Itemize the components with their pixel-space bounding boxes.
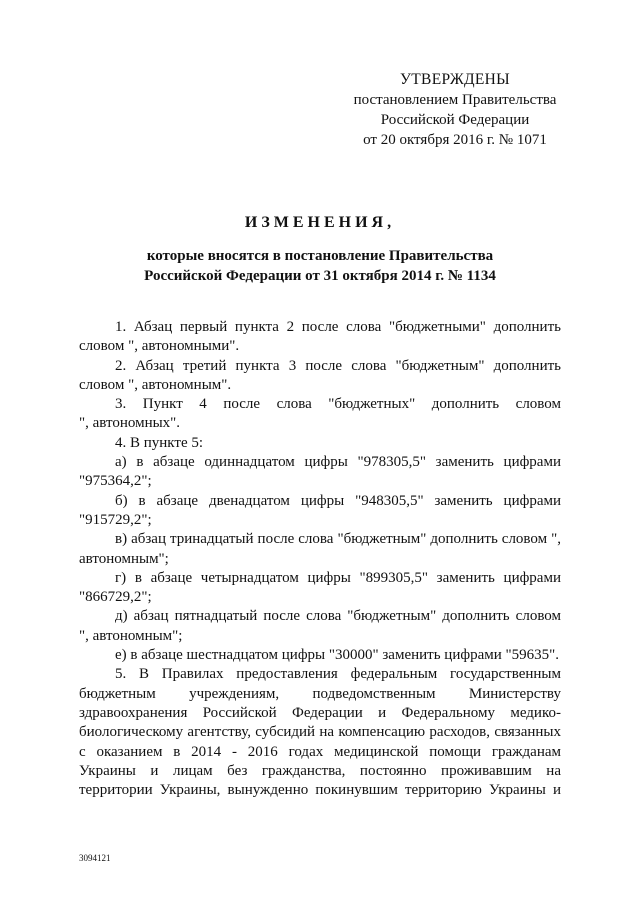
paragraph-line: здравоохранения Российской Федерации и Федеральному медико- bbox=[79, 704, 561, 721]
paragraph-4e bbox=[79, 646, 561, 665]
paragraph-2 bbox=[79, 357, 561, 396]
paragraph-line: словом ", автономным". bbox=[79, 376, 232, 393]
paragraph-line: 1. Абзац первый пункта 2 после слова "бюджетными" дополнить bbox=[115, 319, 561, 335]
paragraph-line: бюджетным учреждениям, подведомственным Министерству bbox=[79, 685, 561, 702]
paragraph-5 bbox=[79, 665, 561, 800]
subtitle-line-1: которые вносятся в постановление Правительства bbox=[146, 248, 494, 264]
paragraph-line: е) в абзаце шестнадцатом цифры "30000" заменить цифрами "59635". bbox=[115, 647, 559, 664]
paragraph-1 bbox=[79, 318, 561, 357]
approval-stamp bbox=[330, 70, 580, 150]
document-title: ИЗМЕНЕНИЯ, bbox=[244, 214, 396, 231]
paragraph-4g bbox=[79, 569, 561, 608]
approval-line-3: Российской Федерации bbox=[380, 112, 530, 128]
paragraph-4b bbox=[79, 492, 561, 531]
paragraph-4 bbox=[79, 434, 561, 453]
paragraph-line: автономным"; bbox=[79, 550, 169, 567]
paragraph-line: биологическому агентству, субсидий на компенсацию расходов, связанных bbox=[79, 724, 561, 741]
paragraph-line: "866729,2"; bbox=[79, 589, 152, 606]
paragraph-line: б) в абзаце двенадцатом цифры "948305,5" заменить цифрами bbox=[115, 492, 561, 509]
paragraph-line: "975364,2"; bbox=[79, 473, 152, 490]
paragraph-line: 4. В пункте 5: bbox=[115, 434, 204, 451]
paragraph-line: 2. Абзац третий пункта 3 после слова "бюджетным" дополнить bbox=[115, 357, 561, 374]
paragraph-line: в) абзац тринадцатый после слова "бюджетным" дополнить словом ", bbox=[115, 531, 561, 548]
paragraph-line: ", автономных". bbox=[79, 415, 181, 432]
subtitle-line-2: Российской Федерации от 31 октября 2014 г. № 1134 bbox=[144, 268, 496, 284]
paragraph-line: а) в абзаце одиннадцатом цифры "978305,5" заменить цифрами bbox=[115, 454, 561, 471]
paragraph-line: 3. Пункт 4 после слова "бюджетных" дополнить словом bbox=[115, 396, 561, 413]
paragraph-line: ", автономным"; bbox=[79, 627, 183, 644]
document-body bbox=[79, 318, 561, 800]
paragraph-line: территории Украины, вынужденно покинувшим территорию Украины и bbox=[79, 782, 561, 799]
document-code: 3094121 bbox=[79, 853, 111, 863]
paragraph-4d bbox=[79, 607, 561, 646]
paragraph-line: 5. В Правилах предоставления федеральным государственным bbox=[115, 666, 561, 683]
paragraph-line: г) в абзаце четырнадцатом цифры "899305,5" заменить цифрами bbox=[115, 569, 561, 586]
paragraph-3 bbox=[79, 395, 561, 434]
paragraph-4v bbox=[79, 530, 561, 569]
paragraph-line: "915729,2"; bbox=[79, 511, 152, 528]
approval-title: УТВЕРЖДЕНЫ bbox=[400, 71, 510, 88]
paragraph-4a bbox=[79, 453, 561, 492]
approval-line-4: от 20 октября 2016 г. № 1071 bbox=[363, 132, 547, 148]
paragraph-line: с оказанием в 2014 - 2016 годах медицинской помощи гражданам bbox=[79, 743, 561, 760]
approval-line-2: постановлением Правительства bbox=[353, 92, 557, 108]
paragraph-line: Украины и лицам без гражданства, постоянно проживавшим на bbox=[79, 762, 561, 779]
paragraph-line: словом ", автономными". bbox=[79, 338, 240, 355]
document-subtitle bbox=[60, 246, 580, 286]
paragraph-line: д) абзац пятнадцатый после слова "бюджетным" дополнить словом bbox=[115, 608, 561, 625]
